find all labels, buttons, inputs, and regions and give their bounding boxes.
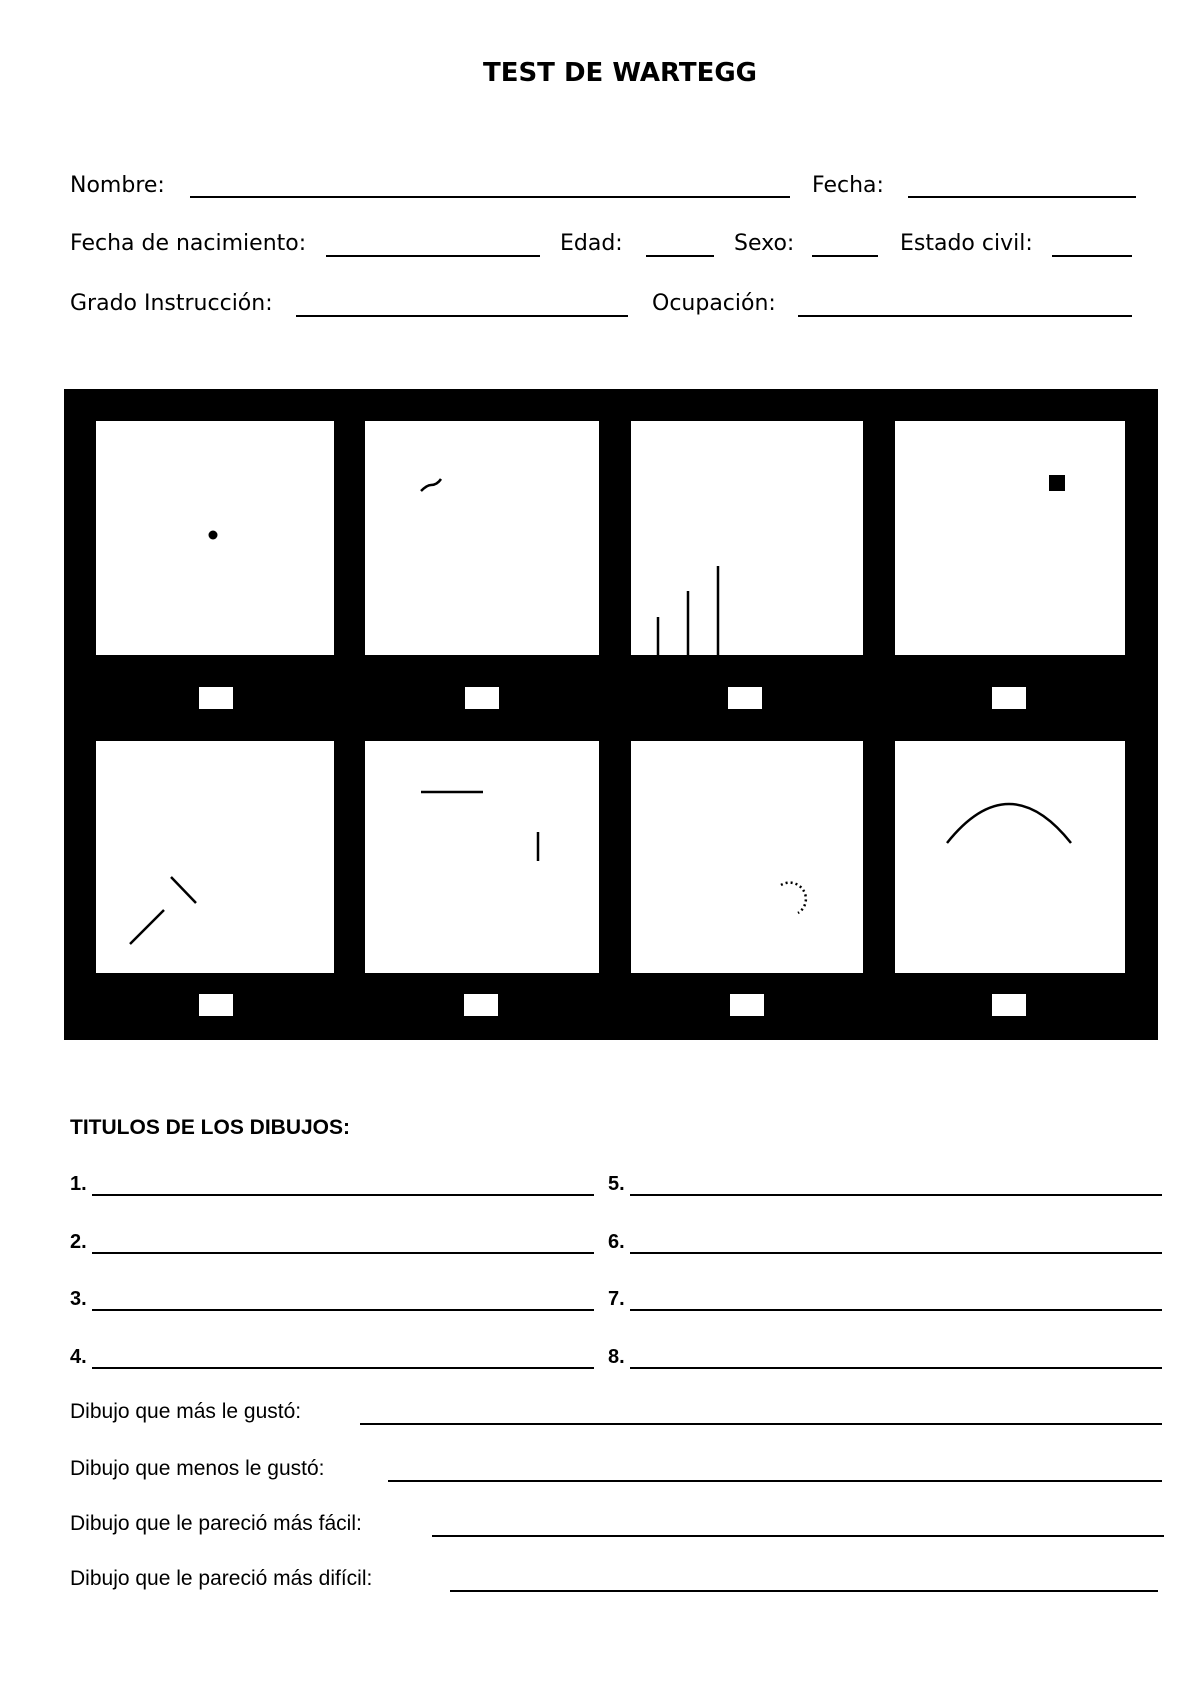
drawing-box-5[interactable] [96, 741, 334, 973]
estado-civil-field[interactable] [1052, 255, 1132, 257]
title-field-6[interactable] [630, 1252, 1162, 1254]
title-field-4[interactable] [92, 1367, 594, 1369]
horizontal-vertical-lines-stimulus-icon [365, 741, 599, 973]
box-number-5[interactable] [199, 994, 233, 1016]
title-number-7: 7. [608, 1288, 625, 1310]
drawing-box-3[interactable] [631, 421, 863, 655]
title-number-4: 4. [70, 1346, 87, 1368]
title-number-5: 5. [608, 1173, 625, 1195]
question-hardest-label: Dibujo que le pareció más difícil: [70, 1567, 373, 1590]
nombre-field[interactable] [190, 196, 790, 198]
ocupacion-label: Ocupación: [652, 291, 776, 316]
title-field-1[interactable] [92, 1194, 594, 1196]
box-number-7[interactable] [730, 994, 764, 1016]
box-number-1[interactable] [199, 687, 233, 709]
title-number-2: 2. [70, 1231, 87, 1253]
edad-label: Edad: [560, 231, 623, 256]
title-field-7[interactable] [630, 1309, 1162, 1311]
drawing-box-4[interactable] [895, 421, 1125, 655]
arc-stimulus-icon [895, 741, 1125, 973]
question-easiest-field[interactable] [432, 1535, 1164, 1537]
diagonal-lines-stimulus-icon [96, 741, 334, 973]
drawing-box-1[interactable] [96, 421, 334, 655]
box-number-2[interactable] [465, 687, 499, 709]
fecha-field[interactable] [908, 196, 1136, 198]
drawing-box-7[interactable] [631, 741, 863, 973]
question-most-liked-label: Dibujo que más le gustó: [70, 1400, 302, 1423]
drawing-box-8[interactable] [895, 741, 1125, 973]
three-lines-stimulus-icon [631, 421, 863, 655]
question-least-liked-label: Dibujo que menos le gustó: [70, 1457, 325, 1480]
drawing-box-2[interactable] [365, 421, 599, 655]
box-number-3[interactable] [728, 687, 762, 709]
fecha-label: Fecha: [812, 173, 884, 198]
box-number-6[interactable] [464, 994, 498, 1016]
dot-stimulus-icon [96, 421, 334, 655]
nombre-label: Nombre: [70, 173, 165, 198]
grado-instruccion-label: Grado Instrucción: [70, 291, 273, 316]
titles-heading: TITULOS DE LOS DIBUJOS: [70, 1116, 351, 1139]
title-field-3[interactable] [92, 1309, 594, 1311]
title-field-2[interactable] [92, 1252, 594, 1254]
dotted-arc-stimulus-icon [631, 741, 863, 973]
page-title: TEST DE WARTEGG [482, 58, 758, 88]
estado-civil-label: Estado civil: [900, 231, 1033, 256]
question-least-liked-field[interactable] [388, 1480, 1162, 1482]
box-number-4[interactable] [992, 687, 1026, 709]
grado-instruccion-field[interactable] [296, 315, 628, 317]
fecha-nacimiento-label: Fecha de nacimiento: [70, 231, 307, 256]
fecha-nacimiento-field[interactable] [326, 255, 540, 257]
title-field-5[interactable] [630, 1194, 1162, 1196]
wartegg-grid [64, 389, 1158, 1040]
question-easiest-label: Dibujo que le pareció más fácil: [70, 1512, 362, 1535]
sexo-field[interactable] [812, 255, 878, 257]
question-most-liked-field[interactable] [360, 1423, 1162, 1425]
wavy-line-stimulus-icon [365, 421, 599, 655]
box-number-8[interactable] [992, 994, 1026, 1016]
title-number-3: 3. [70, 1288, 87, 1310]
sexo-label: Sexo: [734, 231, 795, 256]
question-hardest-field[interactable] [450, 1590, 1158, 1592]
title-number-1: 1. [70, 1173, 87, 1195]
title-number-6: 6. [608, 1231, 625, 1253]
edad-field[interactable] [646, 255, 714, 257]
ocupacion-field[interactable] [798, 315, 1132, 317]
drawing-box-6[interactable] [365, 741, 599, 973]
square-stimulus-icon [895, 421, 1125, 655]
title-number-8: 8. [608, 1346, 625, 1368]
title-field-8[interactable] [630, 1367, 1162, 1369]
